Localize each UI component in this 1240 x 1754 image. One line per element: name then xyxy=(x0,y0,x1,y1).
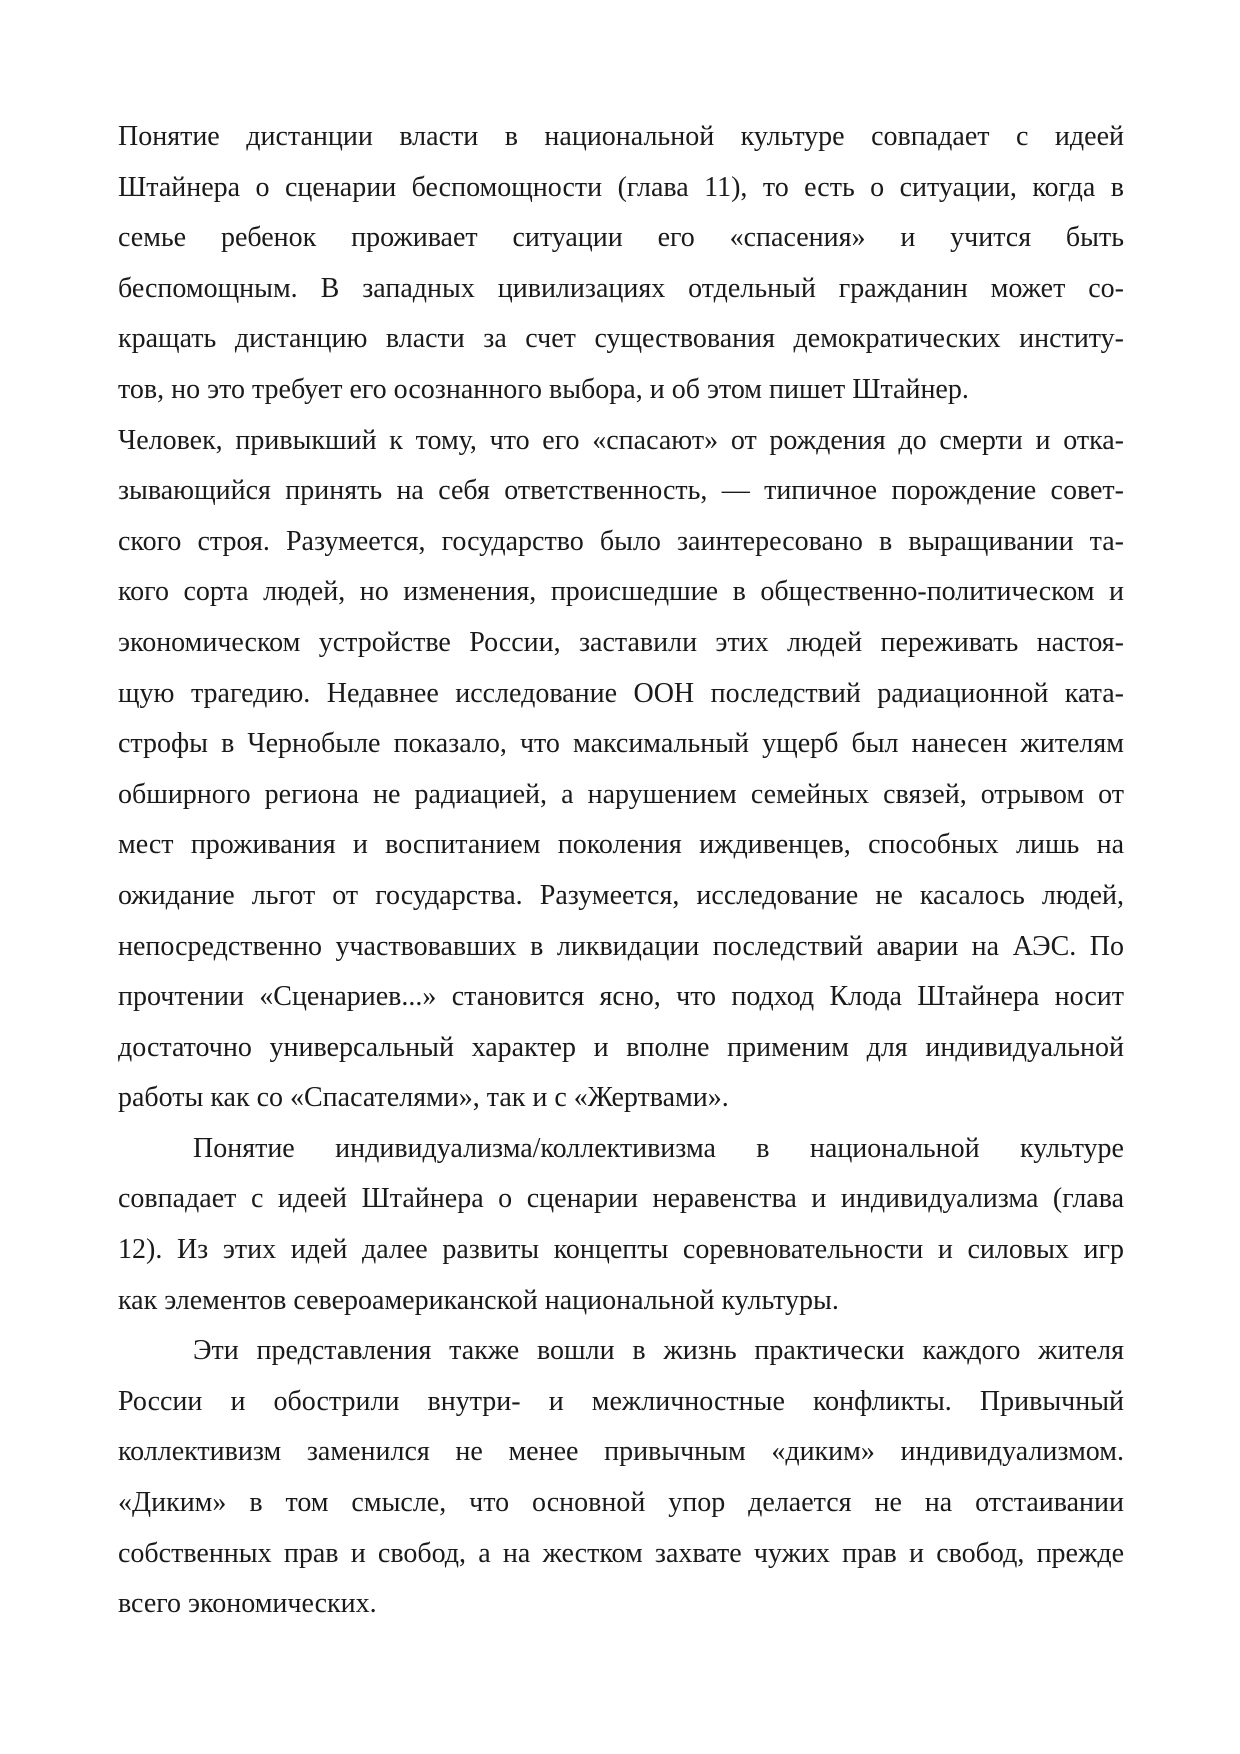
paragraph-soviet-rescue xyxy=(118,416,1124,1124)
text-line: непосредственно участвовавших в ликвидации последствий аварии на АЭС. По xyxy=(118,930,1124,962)
text-line: строфы в Чернобыле показало, что максимальный ущерб был нанесен жителям xyxy=(118,728,1124,760)
text-line: мест проживания и воспитанием поколения иждивенцев, способных лишь на xyxy=(118,829,1124,861)
text-line: 12). Из этих идей далее развиты концепты соревновательности и силовых игр xyxy=(118,1234,1124,1266)
text-line: семье ребенок проживает ситуации его «спасения» и учится быть xyxy=(118,222,1124,254)
text-line: Штайнера о сценарии беспомощности (глава 11), то есть о ситуации, когда в xyxy=(118,171,1124,203)
text-line: прочтении «Сценариев...» становится ясно, что подход Клода Штайнера носит xyxy=(118,981,1124,1013)
text-line: кого сорта людей, но изменения, происшедшие в общественно-политическом и xyxy=(118,576,1124,608)
paragraph-individualism xyxy=(118,1124,1124,1326)
text-line: «Диким» в том смысле, что основной упор делается не на отстаивании xyxy=(118,1487,1124,1519)
text-line: зывающийся принять на себя ответственность, — типичное порождение совет- xyxy=(118,475,1124,507)
text-line: ского строя. Разумеется, государство было заинтересовано в выращивании та- xyxy=(118,525,1124,557)
text-line: обширного региона не радиацией, а нарушением семейных связей, отрывом от xyxy=(118,778,1124,810)
text-line: беспомощным. В западных цивилизациях отдельный гражданин может со- xyxy=(118,272,1124,304)
text-line: ожидание льгот от государства. Разумеется, исследование не касалось людей, xyxy=(118,879,1124,911)
text-line: работы как со «Спасателями», так и с «Жертвами». xyxy=(118,1082,729,1114)
text-line: России и обострили внутри- и межличностные конфликты. Привычный xyxy=(118,1385,1124,1417)
text-line: собственных прав и свобод, а на жестком захвате чужих прав и свобод, прежде xyxy=(118,1537,1124,1569)
text-line: экономическом устройстве России, заставили этих людей переживать настоя- xyxy=(118,626,1124,658)
paragraph-power-distance xyxy=(118,112,1124,416)
text-line: совпадает с идеей Штайнера о сценарии неравенства и индивидуализма (глава xyxy=(118,1183,1124,1215)
text-line: Человек, привыкший к тому, что его «спасают» от рождения до смерти и отка- xyxy=(118,424,1124,456)
text-line: всего экономических. xyxy=(118,1588,377,1620)
text-line: Понятие индивидуализма/коллективизма в национальной культуре xyxy=(193,1132,1124,1164)
text-line: Понятие дистанции власти в национальной культуре совпадает с идеей xyxy=(118,121,1124,152)
text-line: коллективизм заменился не менее привычным «диким» индивидуализмом. xyxy=(118,1436,1124,1468)
text-line: щую трагедию. Недавнее исследование ООН последствий радиационной ката- xyxy=(118,677,1124,709)
paragraph-wild-individualism xyxy=(118,1326,1124,1630)
text-line: кращать дистанцию власти за счет существования демократических институ- xyxy=(118,323,1124,355)
text-line: Эти представления также вошли в жизнь практически каждого жителя xyxy=(193,1335,1124,1367)
text-line: достаточно универсальный характер и вполне применим для индивидуальной xyxy=(118,1031,1124,1063)
text-line: тов, но это требует его осознанного выбора, и об этом пишет Штайнер. xyxy=(118,373,969,405)
body-text xyxy=(118,112,1124,1630)
text-line: как элементов североамериканской национальной культуры. xyxy=(118,1284,839,1316)
